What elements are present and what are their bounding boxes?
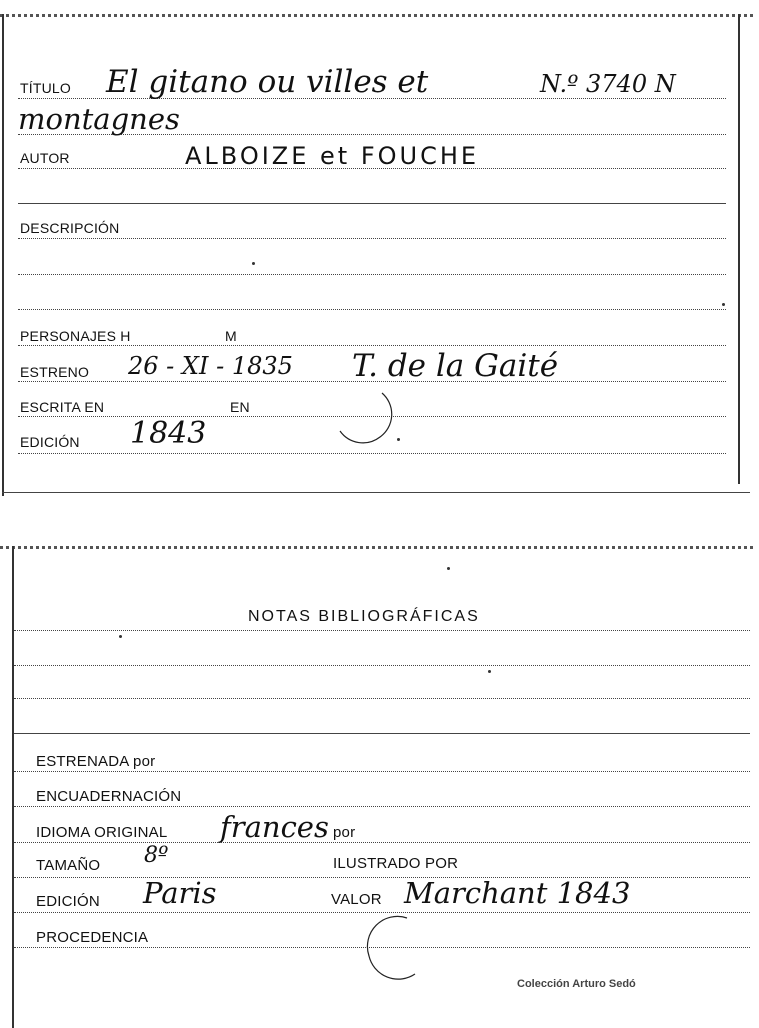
- titulo-ref: N.º 3740 N: [540, 70, 676, 98]
- speck: [722, 303, 725, 306]
- label-autor: AUTOR: [20, 150, 70, 166]
- titulo-value-line2: montagnes: [18, 102, 180, 136]
- rule-blank: [18, 203, 726, 204]
- label-titulo: TÍTULO: [20, 80, 71, 96]
- collection-footer: Colección Arturo Sedó: [517, 978, 636, 990]
- label-escrita: ESCRITA EN: [20, 399, 105, 415]
- edicion-back-value: Paris: [143, 876, 217, 910]
- edicion-value: 1843: [130, 416, 207, 451]
- front-card: [0, 0, 759, 496]
- rule-notas-4: [14, 733, 750, 734]
- punch-hole-mark: [332, 385, 402, 447]
- label-tamano: TAMAÑO: [36, 857, 101, 874]
- rule-personajes: [18, 345, 726, 346]
- rule-encuadernacion: [14, 806, 750, 807]
- rule-bottom: [2, 492, 750, 493]
- estreno-theatre: T. de la Gaité: [352, 348, 559, 384]
- card-left-edge: [12, 546, 14, 1028]
- rule-notas-2: [14, 665, 750, 666]
- rule-estrenada: [14, 771, 750, 772]
- rule-desc-3: [18, 309, 726, 310]
- label-estrenada: ESTRENADA por: [36, 753, 156, 770]
- card-top-edge: [0, 14, 753, 17]
- label-escrita-en: EN: [230, 399, 250, 415]
- label-ilustrado: ILUSTRADO POR: [333, 855, 459, 872]
- valor-value: Marchant 1843: [404, 876, 631, 910]
- label-idioma-por: por: [333, 824, 356, 841]
- rule-descripcion: [18, 238, 726, 239]
- card-right-edge: [738, 14, 740, 484]
- label-edicion: EDICIÓN: [20, 434, 80, 450]
- label-procedencia: PROCEDENCIA: [36, 929, 149, 946]
- label-valor: VALOR: [331, 891, 382, 908]
- autor-value: ALBOIZE et FOUCHE: [185, 142, 480, 170]
- rule-notas-3: [14, 698, 750, 699]
- label-encuadernacion: ENCUADERNACIÓN: [36, 788, 182, 805]
- rule-desc-2: [18, 274, 726, 275]
- speck: [488, 670, 491, 673]
- speck: [119, 635, 122, 638]
- speck: [397, 438, 400, 441]
- rule-edicion: [18, 453, 726, 454]
- label-estreno: ESTRENO: [20, 364, 90, 380]
- idioma-value: frances: [220, 810, 329, 844]
- label-personajes-m: M: [225, 328, 237, 344]
- label-idioma: IDIOMA ORIGINAL: [36, 824, 168, 841]
- tamano-value: 8º: [144, 843, 169, 868]
- rule-idioma: [14, 842, 750, 843]
- speck: [252, 262, 255, 265]
- card-left-edge: [2, 14, 4, 496]
- rule-tamano: [14, 877, 750, 878]
- punch-hole-mark: [355, 912, 425, 982]
- label-descripcion: DESCRIPCIÓN: [20, 220, 120, 236]
- card-top-edge: [0, 546, 753, 549]
- speck: [447, 567, 450, 570]
- label-edicion-back: EDICIÓN: [36, 893, 100, 910]
- estreno-date: 26 - XI - 1835: [128, 352, 293, 380]
- label-personajes: PERSONAJES H: [20, 328, 131, 344]
- titulo-value: El gitano ou villes et: [106, 64, 429, 100]
- notas-heading: NOTAS BIBLIOGRÁFICAS: [248, 608, 480, 625]
- rule-notas: [14, 630, 750, 631]
